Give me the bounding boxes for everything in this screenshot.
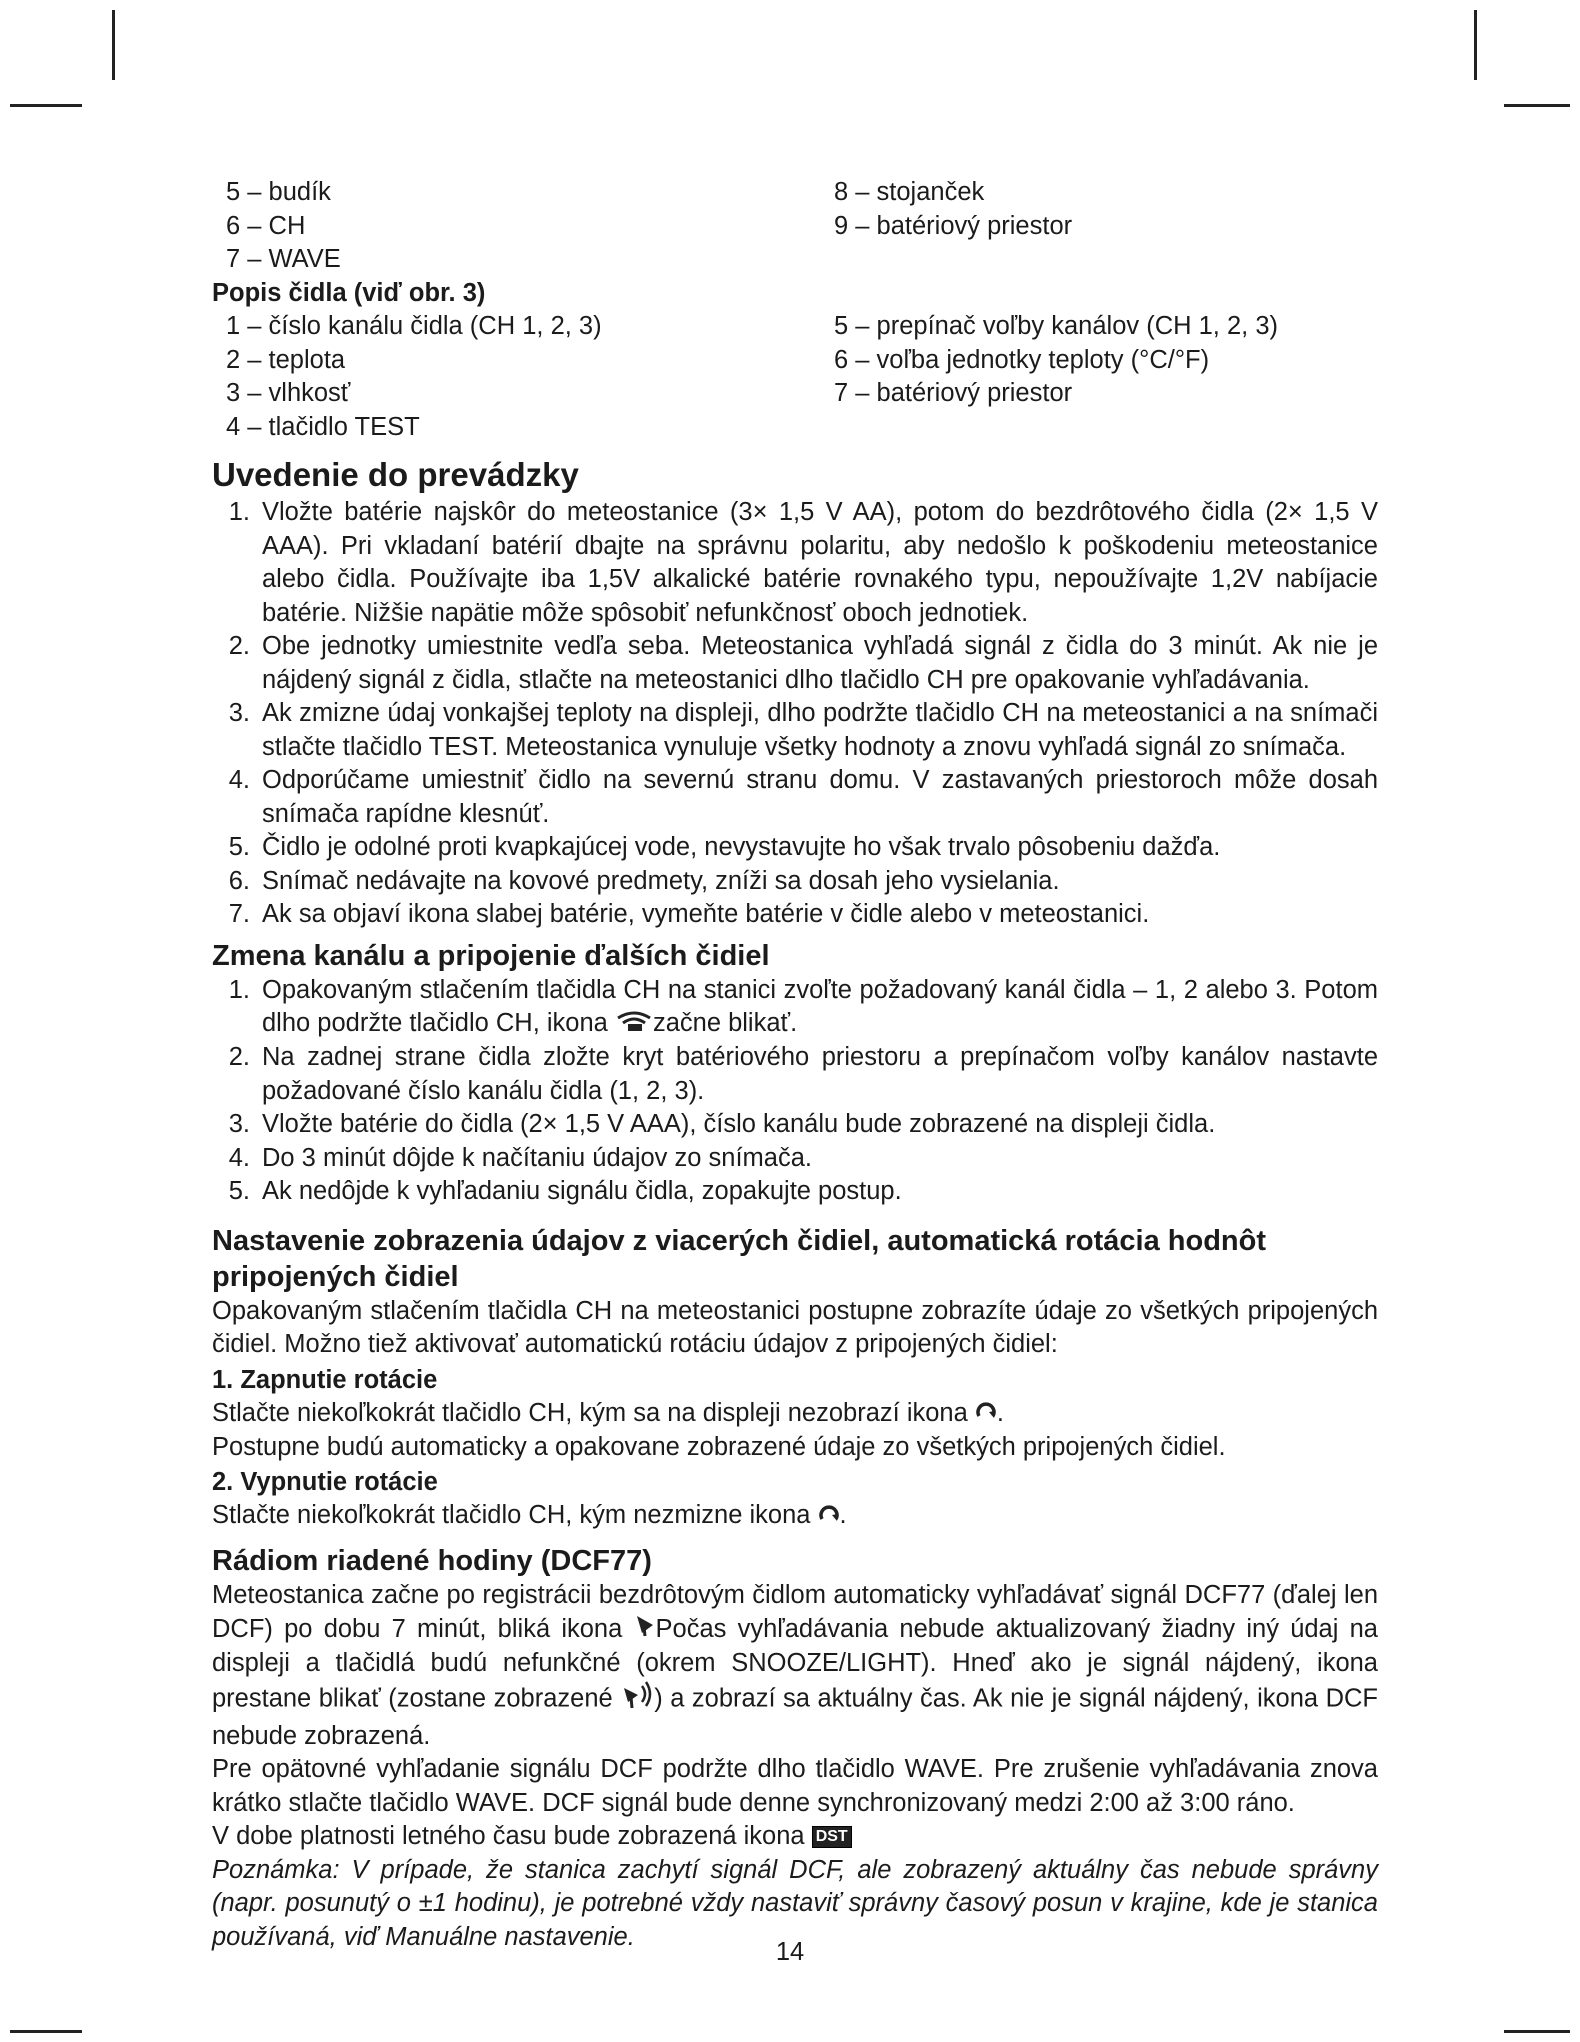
crop-mark xyxy=(10,104,82,107)
sensor-heading: Popis čidla (viď obr. 3) xyxy=(212,278,486,307)
list-item: 1 – číslo kanálu čidla (CH 1, 2, 3) xyxy=(226,312,602,340)
rotation-on-title: 1. Zapnutie rotácie xyxy=(212,1365,438,1394)
list-item: 5. Ak nedôjde k vyhľadaniu signálu čidla, zopakujte postup. xyxy=(228,1177,902,1206)
list-item: 2. Na zadnej strane čidla zložte kryt batériového priestoru a prepínačom voľby kanálov nastavte požadované číslo kanálu čidla (1, 2, 3). xyxy=(228,1043,1378,1105)
list-item: 2 – teplota xyxy=(226,345,346,374)
list-item: 9 – batériový priestor xyxy=(834,211,1073,240)
list-item: 5. Čidlo je odolné proti kvapkajúcej vode, nevystavujte ho však trvalo pôsobeniu dažďa. xyxy=(228,833,1221,861)
list-item: 1. Opakovaným stlačením tlačidla CH na stanici zvoľte požadovaný kanál čidla – 1, 2 alebo 3. Potom dlho podržte tlačidlo CH, ikona začne blikať. xyxy=(212,974,1378,1042)
crop-mark xyxy=(1474,10,1477,80)
display-intro: Opakovaným stlačením tlačidla CH na meteostanici postupne zobrazíte údaje zo všetkých pripojených čidiel. Možno tiež aktivovať automatickú rotáciu údajov z pripojených čidiel: xyxy=(212,1296,1378,1359)
section-title-radio: Rádiom riadené hodiny (DCF77) xyxy=(212,1545,652,1578)
rotation-off-text: Stlačte niekoľkokrát tlačidlo CH, kým nezmizne ikona . xyxy=(212,1499,1378,1533)
list-item: 6 – CH xyxy=(226,211,306,240)
page-number: 14 xyxy=(775,1938,805,1966)
dcf-antenna-icon xyxy=(634,1613,656,1647)
list-item: 8 – stojanček xyxy=(834,178,985,206)
rotation-on-text: Stlačte niekoľkokrát tlačidlo CH, kým sa na displeji nezobrazí ikona . xyxy=(212,1397,1378,1431)
crop-mark xyxy=(112,10,115,80)
list-item: 4. Odporúčame umiestniť čidlo na severnú stranu domu. V zastavaných priestoroch môže dosah snímača rapídne klesnúť. xyxy=(228,766,1378,828)
list-item: 5 – prepínač voľby kanálov (CH 1, 2, 3) xyxy=(834,312,1278,340)
channel-list xyxy=(212,974,1378,1209)
sensor-list xyxy=(212,310,1378,444)
radio-paragraph-2: Pre opätovné vyhľadanie signálu DCF podržte dlho tlačidlo WAVE. Pre zrušenie vyhľadávania znova krátko stlačte tlačidlo WAVE. DCF signál bude denne synchronizovaný medzi 2:00 až 3:00 ráno. xyxy=(212,1755,1378,1817)
setup-list xyxy=(212,496,1378,932)
crop-mark xyxy=(1504,104,1570,107)
list-item: 2. Obe jednotky umiestnite vedľa seba. Meteostanica vyhľadá signál z čidla do 3 minút. Ak nie je nájdený signál z čidla, stlačte na meteostanici dlho tlačidlo CH pre opakovanie vyhľadávania. xyxy=(228,632,1378,694)
list-item: 4. Do 3 minút dôjde k načítaniu údajov zo snímača. xyxy=(228,1143,812,1172)
list-item: 3 – vlhkosť xyxy=(226,379,351,407)
list-item: 3. Vložte batérie do čidla (2× 1,5 V AAA), číslo kanálu bude zobrazené na displeji čidla. xyxy=(228,1110,1216,1139)
list-item: 6 – voľba jednotky teploty (°C/°F) xyxy=(834,345,1210,374)
section-title-channel: Zmena kanálu a pripojenie ďalších čidiel xyxy=(212,939,770,972)
radio-paragraph-3: V dobe platnosti letného času bude zobrazená ikona DST xyxy=(212,1820,1378,1854)
parts-list xyxy=(212,176,1378,277)
list-item: 3. Ak zmizne údaj vonkajšej teploty na displeji, dlho podržte tlačidlo CH na meteostanici a na snímači stlačte tlačidlo TEST. Meteostanica vynuluje všetky hodnoty a znovu vyhľadá signál zo snímača. xyxy=(228,699,1378,761)
section-title-setup: Uvedenie do prevádzky xyxy=(212,456,579,493)
rotation-off-title: 2. Vypnutie rotácie xyxy=(212,1468,438,1497)
list-item: 7 – WAVE xyxy=(226,245,341,273)
radio-paragraph-1: Meteostanica začne po registrácii bezdrôtovým čidlom automaticky vyhľadávať signál DCF77 (ďalej len DCF) po dobu 7 minút, bliká ikona Počas vyhľadávania nebude aktualizovaný žiadny iný údaj na displeji a tlačidlá budú nefunkčné (okrem SNOOZE/LIGHT). Hneď ako je signál nájdený, ikona prestane blikať (zostane zobrazené ) a zobrazí sa aktuálny čas. Ak nie je signál nájdený, ikona DCF nebude zobrazená. xyxy=(212,1581,1379,1750)
list-item: 1. Vložte batérie najskôr do meteostanice (3× 1,5 V AA), potom do bezdrôtového čidla (2× 1,5 V AAA). Pri vkladaní batérií dbajte na správnu polaritu, aby nedošlo k poškodeniu meteostanice alebo čidla. Používajte iba 1,5V alkalické batérie rovnakého typu, nepoužívajte 1,2V nabíjacie batérie. Nižšie napätie môže spôsobiť nefunkčnosť oboch jednotiek. xyxy=(228,498,1378,627)
crop-mark xyxy=(1504,2030,1570,2033)
list-item: 7. Ak sa objaví ikona slabej batérie, vymeňte batérie v čidle alebo v meteostanici. xyxy=(228,900,1150,928)
dst-icon: DST xyxy=(812,1826,852,1848)
list-item: 6. Snímač nedávajte na kovové predmety, zníži sa dosah jeho vysielania. xyxy=(228,866,1060,895)
list-item: 5 – budík xyxy=(226,178,331,206)
rotation-icon xyxy=(818,1500,840,1534)
list-item: 4 – tlačidlo TEST xyxy=(226,412,420,441)
radio-note: Poznámka: V prípade, že stanica zachytí signál DCF, ale zobrazený aktuálny čas nebude správny (napr. posunutý o ±1 hodinu), je potrebné vždy nastaviť správny časový posun v krajine, kde je stanica používaná, viď Manuálne nastavenie. xyxy=(212,1855,1378,1951)
crop-mark xyxy=(10,2030,82,2033)
dcf-antenna-icon xyxy=(620,1680,654,1720)
rotation-on-text2: Postupne budú automaticky a opakovane zobrazené údaje zo všetkých pripojených čidiel. xyxy=(212,1432,1226,1461)
manual-page xyxy=(212,176,1378,1954)
section-title-display: Nastavenie zobrazenia údajov z viacerých čidiel, automatická rotácia hodnôt pripojených čidiel xyxy=(212,1224,1267,1293)
rotation-icon xyxy=(975,1397,997,1431)
list-item: 7 – batériový priestor xyxy=(834,379,1073,407)
signal-icon xyxy=(615,1008,653,1042)
